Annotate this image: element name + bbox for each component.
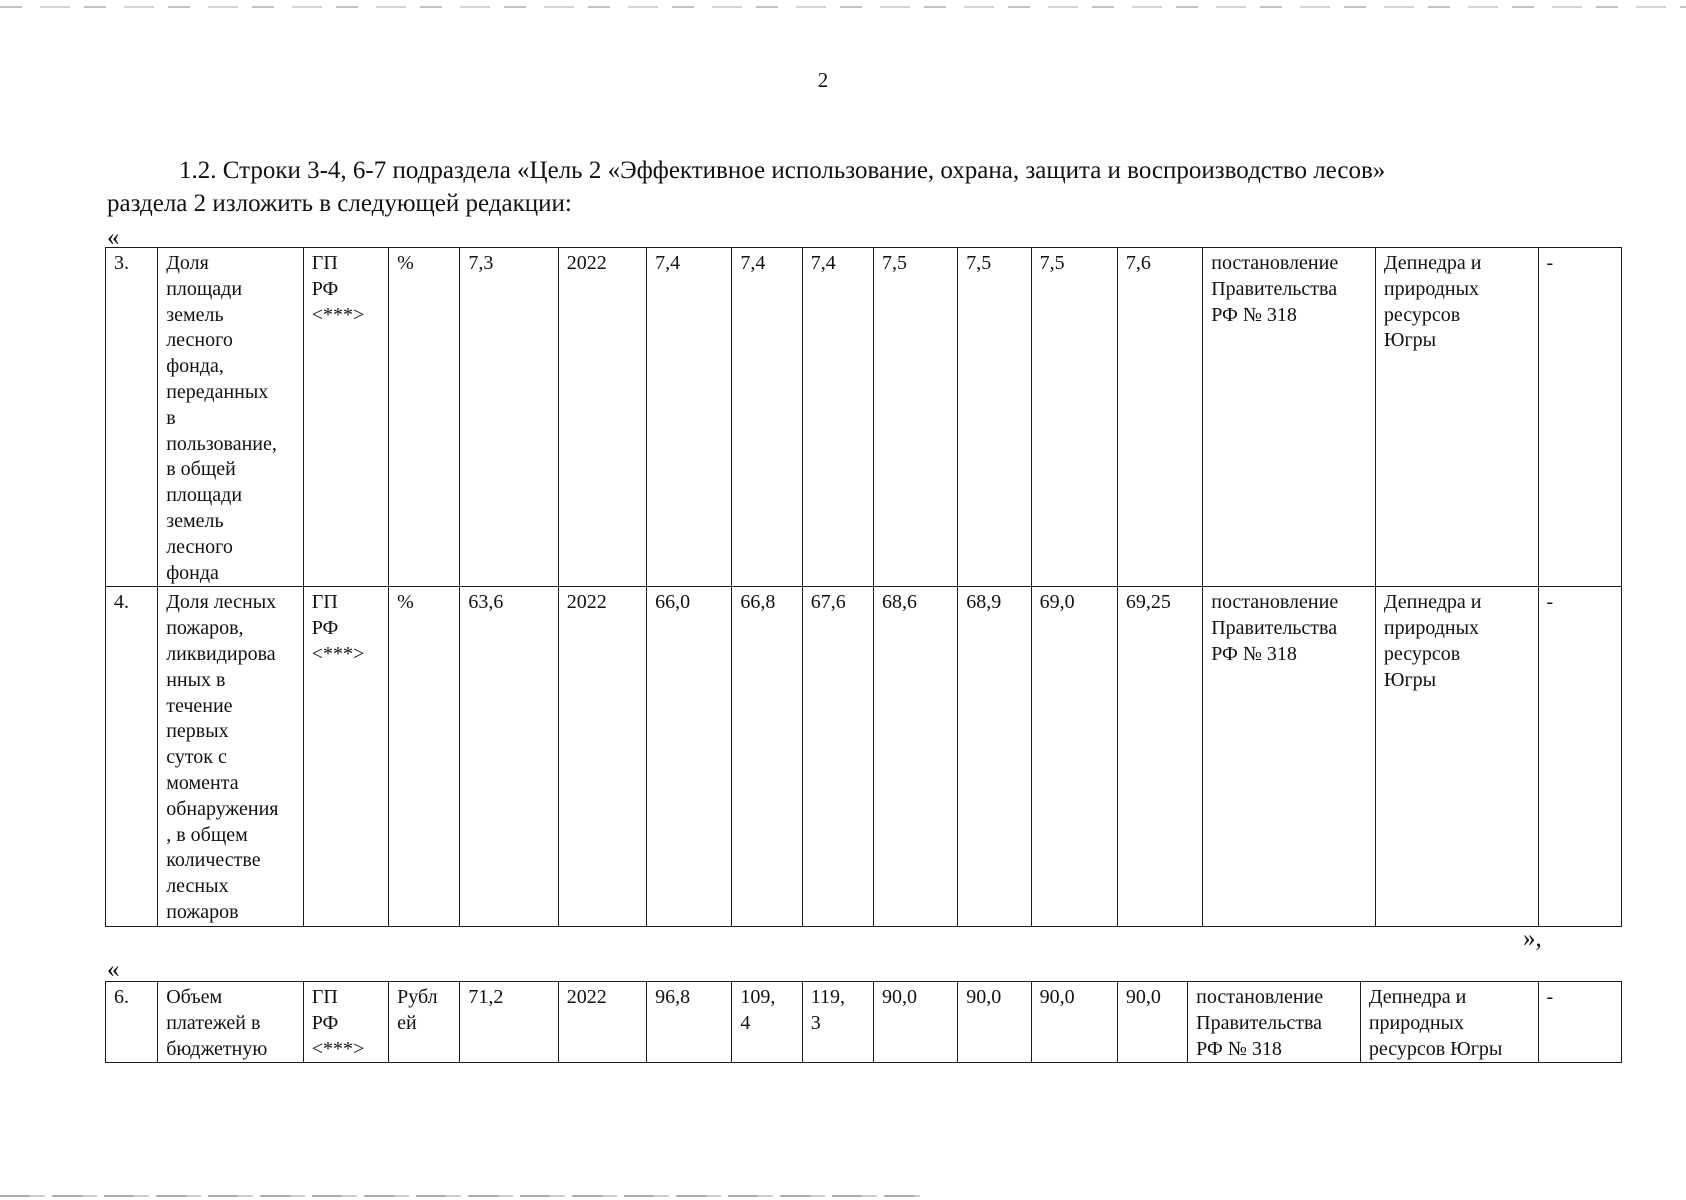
responsible-cell: Депнедра и природных ресурсов Югры: [1375, 248, 1538, 587]
value-cell: 7,5: [958, 248, 1031, 587]
note-cell: -: [1538, 248, 1621, 587]
value-cell: 68,6: [873, 587, 957, 926]
note-cell: -: [1538, 982, 1621, 1063]
unit-cell: %: [389, 248, 460, 587]
row-number-cell: 4.: [106, 587, 158, 926]
indicators-table-row-6: [105, 981, 1622, 1063]
indicators-table-rows-3-4: [105, 247, 1622, 927]
scan-edge-bottom: [0, 1195, 920, 1197]
value-cell: 7,4: [802, 248, 873, 587]
value-cell: 66,0: [647, 587, 732, 926]
responsible-cell: Депнедра и природных ресурсов Югры: [1360, 982, 1538, 1063]
value-cell: 7,6: [1117, 248, 1202, 587]
value-cell: 7,4: [647, 248, 732, 587]
source-cell: ГП РФ <***>: [303, 248, 388, 587]
indicator-name-cell: Объем платежей в бюджетную: [158, 982, 304, 1063]
value-cell: 119, 3: [802, 982, 873, 1063]
document-cell: постановление Правительства РФ № 318: [1188, 982, 1361, 1063]
value-cell: 69,0: [1031, 587, 1117, 926]
heading-line-2: раздела 2 изложить в следующей редакции:: [107, 190, 572, 217]
value-cell: 7,5: [873, 248, 957, 587]
table-row: [106, 982, 1622, 1063]
base-value-cell: 71,2: [460, 982, 558, 1063]
unit-cell: Рубл ей: [389, 982, 460, 1063]
source-cell: ГП РФ <***>: [303, 587, 388, 926]
scan-edge-top: [0, 6, 1686, 8]
table-row: [106, 587, 1622, 926]
opening-quote-1: «: [107, 224, 120, 251]
base-year-cell: 2022: [558, 587, 646, 926]
base-year-cell: 2022: [558, 248, 646, 587]
note-cell: -: [1538, 587, 1621, 926]
responsible-cell: Депнедра и природных ресурсов Югры: [1375, 587, 1538, 926]
closing-quote: »,: [1523, 925, 1542, 952]
page-number: 2: [817, 68, 829, 92]
value-cell: 90,0: [1117, 982, 1187, 1063]
value-cell: 7,5: [1031, 248, 1117, 587]
value-cell: 68,9: [958, 587, 1031, 926]
row-number-cell: 3.: [106, 248, 158, 587]
opening-quote-2: «: [107, 956, 120, 983]
value-cell: 67,6: [802, 587, 873, 926]
value-cell: 7,4: [732, 248, 802, 587]
document-cell: постановление Правительства РФ № 318: [1203, 248, 1376, 587]
document-cell: постановление Правительства РФ № 318: [1203, 587, 1376, 926]
value-cell: 96,8: [647, 982, 732, 1063]
table-row: [106, 248, 1622, 587]
value-cell: 66,8: [732, 587, 802, 926]
value-cell: 69,25: [1117, 587, 1202, 926]
indicator-name-cell: Доля площади земель лесного фонда, переданных в пользование, в общей площади земель лесного фонда: [158, 248, 304, 587]
base-value-cell: 7,3: [460, 248, 558, 587]
base-value-cell: 63,6: [460, 587, 558, 926]
indicator-name-cell: Доля лесных пожаров, ликвидирова нных в течение первых суток с момента обнаружения , в общем количестве лесных пожаров: [158, 587, 304, 926]
value-cell: 90,0: [873, 982, 957, 1063]
base-year-cell: 2022: [558, 982, 646, 1063]
value-cell: 90,0: [1031, 982, 1117, 1063]
unit-cell: %: [389, 587, 460, 926]
heading-line-1: 1.2. Строки 3-4, 6-7 подраздела «Цель 2 «Эффективное использование, охрана, защита и воспроизводство лесов»: [179, 157, 1386, 184]
section-heading: [107, 154, 1607, 220]
row-number-cell: 6.: [106, 982, 158, 1063]
source-cell: ГП РФ <***>: [303, 982, 388, 1063]
value-cell: 109, 4: [732, 982, 802, 1063]
value-cell: 90,0: [958, 982, 1031, 1063]
